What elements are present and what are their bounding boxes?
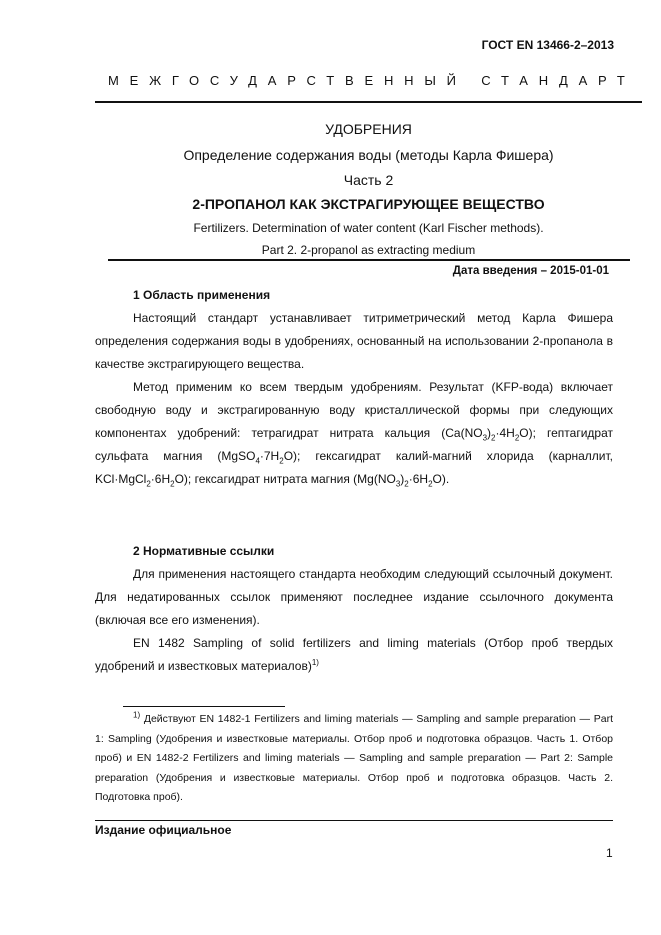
doc-part-english: Part 2. 2-propanol as extracting medium	[261, 243, 476, 257]
standard-code: ГОСТ EN 13466-2–2013	[481, 38, 614, 52]
effective-date: Дата введения – 2015-01-01	[452, 265, 609, 277]
doc-subtitle: Определение содержания воды (методы Карла Фишера)	[183, 147, 554, 163]
section-heading: 1 Область применения	[133, 288, 271, 302]
footnote-ref: 1)	[311, 658, 319, 667]
section-normative-references	[95, 540, 613, 678]
title-rule	[108, 259, 630, 261]
official-edition-label: Издание официальное	[95, 823, 232, 837]
paragraph: Для применения настоящего стандарта необходим следующий ссылочный документ. Для недатированных ссылок применяют последнее издание ссылочного документа (включая все его изменения).	[95, 567, 613, 627]
paragraph: Настоящий стандарт устанавливает титриметрический метод Карла Фишера определения содержания воды в удобрениях, основанный на использовании 2-пропанола в качестве экстрагирующего вещества.	[95, 311, 613, 371]
footer-rule	[95, 820, 613, 821]
section-scope	[95, 284, 613, 491]
footnote-rule	[123, 706, 285, 707]
section-heading: 2 Нормативные ссылки	[133, 544, 275, 558]
header-rule	[95, 101, 642, 103]
doc-part-title: 2-ПРОПАНОЛ КАК ЭКСТРАГИРУЮЩЕЕ ВЕЩЕСТВО	[192, 196, 545, 212]
doc-title: УДОБРЕНИЯ	[325, 121, 412, 137]
doc-part: Часть 2	[343, 172, 394, 188]
doc-title-english: Fertilizers. Determination of water content (Karl Fischer methods).	[193, 221, 544, 235]
footnote: $^{1)}$ Действуют EN 1482-1 Fertilizers and liming materials — Sampling and sample preparation — Part 1: Sampling (Удобрения и известковые материалы. Отбор проб и подготовка образцов. Часть 1. Отбор проб) и EN 1482-2 Fertilizers and liming materials — Sampling and sample preparation — Part 2: Sample preparation (Удобрения и известковые материалы. Отбор проб и подготовка образцов. Часть 2. Подготовка проб).	[95, 710, 613, 803]
page-number: 1	[606, 846, 613, 860]
paragraph: EN 1482 Sampling of solid fertilizers and liming materials (Отбор проб твердых удобрений и известковых материалов)$^{1)}$	[95, 636, 613, 673]
paragraph: Метод применим ко всем твердым удобрениям. Результат (KFP-вода) включает свободную воду и экстрагированную воду кристаллической формы при следующих компонентах удобрений: тетрагидрат нитрата кальция $(Ca(NO_3)_2\cdot 4H_2O)$; гептагидрат сульфата магния $(MgSO_4\cdot 7H_2O)$; гексагидрат калий-магний хлорида (карналлит, $KCl\cdot MgCl_2\cdot 6H_2O$); гексагидрат нитрата магния $(Mg(NO_3)_2\cdot 6H_2O)$.	[95, 380, 613, 489]
interstate-standard-label: МЕЖГОСУДАРСТВЕННЫЙ СТАНДАРТ	[108, 73, 636, 88]
